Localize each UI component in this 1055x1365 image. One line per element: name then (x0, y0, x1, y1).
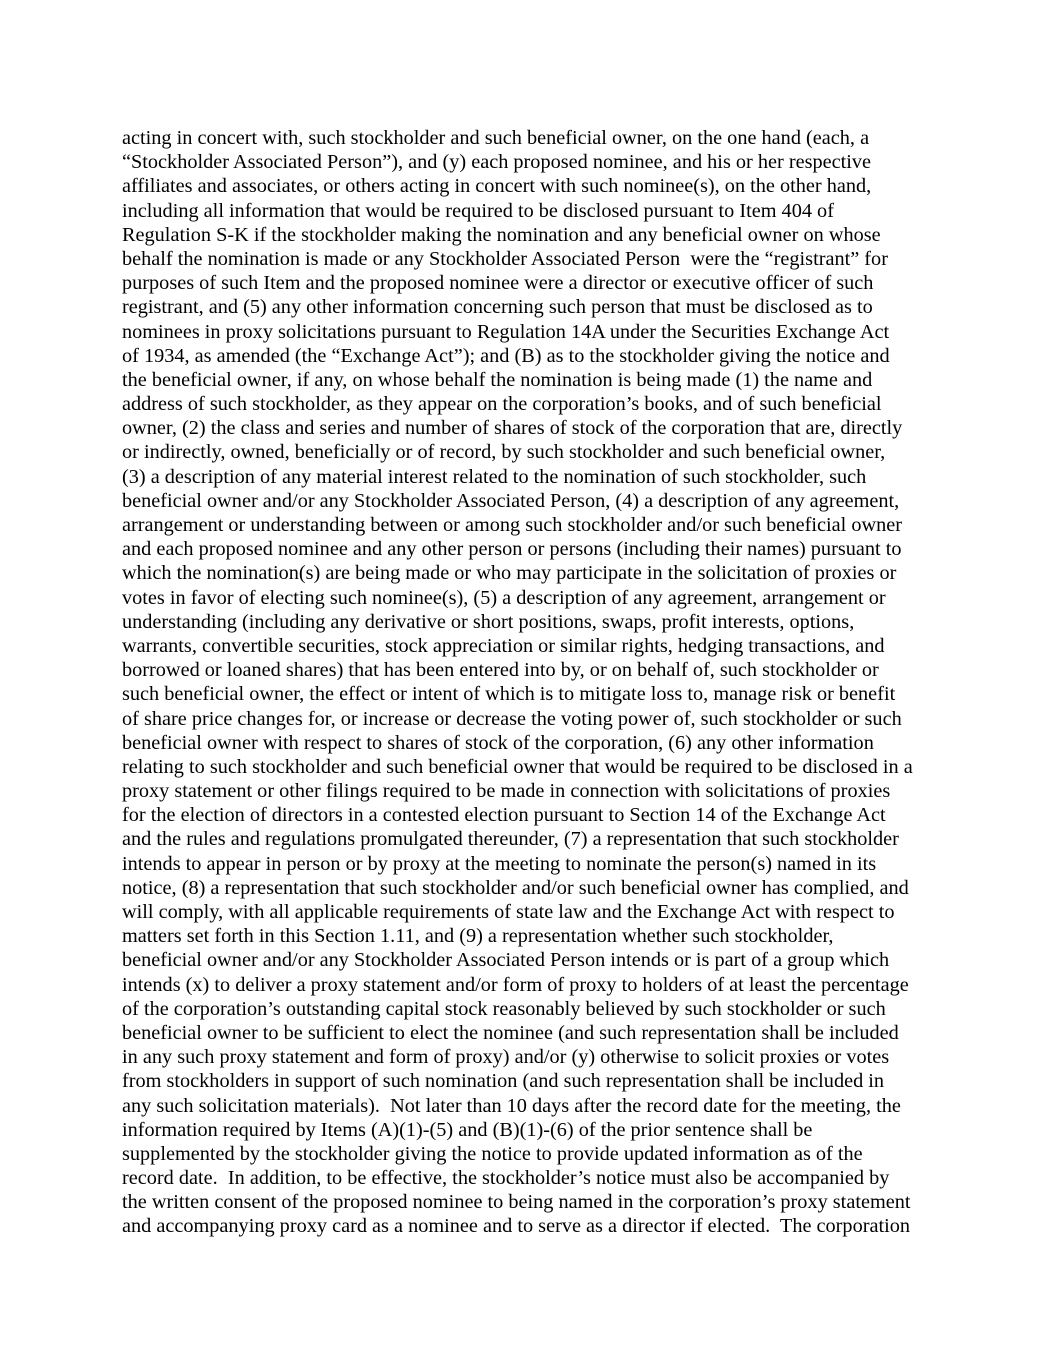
text-line: beneficial owner and/or any Stockholder Associated Person intends or is part of a group which (122, 949, 890, 972)
text-line: “Stockholder Associated Person”), and (y) each proposed nominee, and his or her respective (122, 151, 872, 174)
text-line: owner, (2) the class and series and number of shares of stock of the corporation that are, directly (122, 417, 903, 440)
text-line: behalf the nomination is made or any Stockholder Associated Person were the “registrant” for (122, 247, 888, 270)
text-line: and accompanying proxy card as a nominee and to serve as a director if elected. The corporation (122, 1215, 911, 1238)
text-line: any such solicitation materials). Not later than 10 days after the record date for the meeting, the (122, 1094, 901, 1117)
text-line: and the rules and regulations promulgated thereunder, (7) a representation that such stockholder (122, 828, 899, 851)
text-line: in any such proxy statement and form of proxy) and/or (y) otherwise to solicit proxies or votes (122, 1046, 890, 1069)
text-line: intends (x) to deliver a proxy statement and/or form of proxy to holders of at least the percentage (122, 973, 909, 996)
text-line: address of such stockholder, as they appear on the corporation’s books, and of such beneficial (122, 393, 882, 416)
text-line: votes in favor of electing such nominee(s), (5) a description of any agreement, arrangement or (122, 586, 886, 609)
text-line: of 1934, as amended (the “Exchange Act”); and (B) as to the stockholder giving the notice and (122, 344, 890, 367)
paragraph-text (122, 126, 952, 1239)
text-line: affiliates and associates, or others acting in concert with such nominee(s), on the other hand, (122, 175, 872, 198)
text-line: or indirectly, owned, beneficially or of record, by such stockholder and such beneficial owner, (122, 441, 886, 464)
text-line: registrant, and (5) any other information concerning such person that must be disclosed as to (122, 296, 873, 319)
text-line: arrangement or understanding between or among such stockholder and/or such beneficial owner (122, 514, 902, 536)
text-line: such beneficial owner, the effect or intent of which is to mitigate loss to, manage risk or benefit (122, 683, 896, 706)
text-line: matters set forth in this Section 1.11, and (9) a representation whether such stockholder, (122, 925, 834, 948)
text-line: of the corporation’s outstanding capital stock reasonably believed by such stockholder or such (122, 997, 886, 1020)
text-line: supplemented by the stockholder giving the notice to provide updated information as of the (122, 1142, 863, 1165)
text-line: which the nomination(s) are being made or who may participate in the solicitation of proxies or (122, 562, 897, 585)
text-line: the written consent of the proposed nominee to being named in the corporation’s proxy statement (122, 1191, 911, 1214)
text-line: will comply, with all applicable requirements of state law and the Exchange Act with respect to (122, 901, 895, 923)
text-line: borrowed or loaned shares) that has been entered into by, or on behalf of, such stockholder or (122, 659, 879, 682)
text-line: including all information that would be required to be disclosed pursuant to Item 404 of (122, 199, 834, 222)
text-line: acting in concert with, such stockholder and such beneficial owner, on the one hand (each, a (122, 127, 870, 149)
text-line: beneficial owner with respect to shares of stock of the corporation, (6) any other information (122, 731, 874, 754)
text-line: record date. In addition, to be effective, the stockholder’s notice must also be accompanied by (122, 1167, 890, 1190)
text-line: the beneficial owner, if any, on whose behalf the nomination is being made (1) the name and (122, 368, 873, 391)
text-line: purposes of such Item and the proposed nominee were a director or executive officer of such (122, 272, 874, 295)
text-line: relating to such stockholder and such beneficial owner that would be required to be disclosed in a (122, 755, 913, 778)
text-line: notice, (8) a representation that such stockholder and/or such beneficial owner has complied, and (122, 876, 909, 899)
text-line: information required by Items (A)(1)-(5) and (B)(1)-(6) of the prior sentence shall be (122, 1118, 813, 1141)
text-line: warrants, convertible securities, stock appreciation or similar rights, hedging transactions, and (122, 634, 885, 657)
text-line: (3) a description of any material interest related to the nomination of such stockholder, such (122, 465, 867, 488)
text-line: beneficial owner and/or any Stockholder Associated Person, (4) a description of any agreement, (122, 489, 900, 512)
text-line: beneficial owner to be sufficient to elect the nominee (and such representation shall be included (122, 1021, 899, 1044)
text-line: nominees in proxy solicitations pursuant to Regulation 14A under the Securities Exchange Act (122, 320, 890, 343)
text-line: for the election of directors in a contested election pursuant to Section 14 of the Exchange Act (122, 804, 886, 827)
text-line: and each proposed nominee and any other person or persons (including their names) pursuant to (122, 538, 902, 561)
text-line: understanding (including any derivative or short positions, swaps, profit interests, options, (122, 610, 855, 633)
text-line: of share price changes for, or increase or decrease the voting power of, such stockholder or such (122, 707, 902, 730)
text-line: proxy statement or other filings required to be made in connection with solicitations of proxies (122, 780, 891, 803)
text-line: intends to appear in person or by proxy at the meeting to nominate the person(s) named in its (122, 852, 877, 875)
text-line: from stockholders in support of such nomination (and such representation shall be included in (122, 1070, 885, 1093)
text-line: Regulation S-K if the stockholder making the nomination and any beneficial owner on whose (122, 223, 881, 246)
